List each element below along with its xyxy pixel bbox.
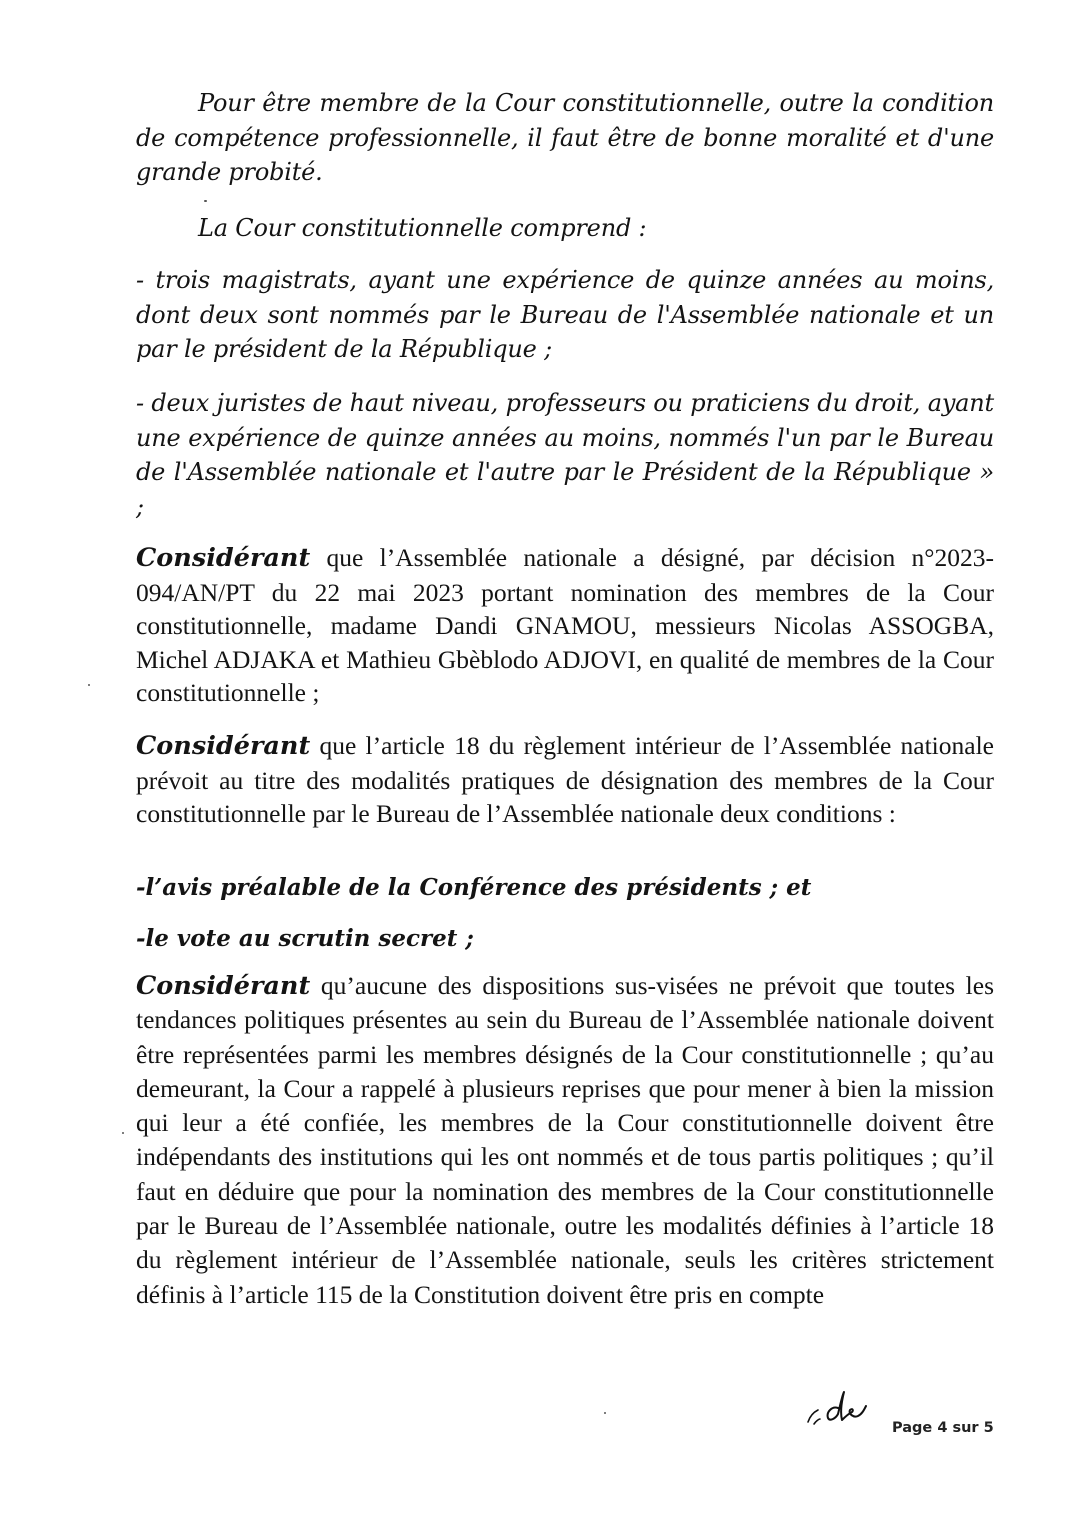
considerant-keyword: Considérant	[136, 971, 311, 1001]
page-number: Page 4 sur 5	[892, 1420, 994, 1436]
paragraph-comprend: La Cour constitutionnelle comprend :	[198, 214, 647, 242]
condition-avis: -l’avis préalable de la Conférence des présidents ; et	[136, 874, 812, 901]
scan-speck	[604, 1412, 606, 1414]
considerant-paragraph-3: Considérant qu’aucune des dispositions sus-visées ne prévoit que toutes les tendances politiques présentes au sein du Bureau de l’Assemblée nationale doivent être représentées parmi les membres désignés de la Cour constitutionnelle ; qu’au demeurant, la Cour a rappelé à plusieurs reprises que pour mener à bien la mission qui leur a été confiée, les membres de la Cour constitutionnelle doivent être indépendants des institutions qui les ont nommés et de tous partis politiques ; qu’il faut en déduire que pour la nomination des membres de la Cour constitutionnelle par le Bureau de l’Assemblée nationale, outre les modalités définies à l’article 18 du règlement intérieur de l’Assemblée nationale, seuls les critères strictement définis à l’article 115 de la Constitution doivent être pris en compte	[136, 971, 994, 1309]
list-item-magistrats: - trois magistrats, ayant une expérience de quinze années au moins, dont deux sont nommés par le Bureau de l'Assemblée nationale et un par le président de la République ;	[136, 266, 994, 363]
list-item-juristes: - deux juristes de haut niveau, professeurs ou praticiens du droit, ayant une expérience de quinze années au moins, nommés l'un par le Bureau de l'Assemblée nationale et l'autre par le Président de la République » ;	[136, 389, 994, 521]
signature-initials-icon	[806, 1388, 872, 1428]
condition-vote: -le vote au scrutin secret ;	[136, 925, 474, 952]
considerant-keyword: Considérant	[136, 543, 311, 573]
considerant-paragraph-1: Considérant que l’Assemblée nationale a désigné, par décision n°2023-094/AN/PT du 22 mai 2023 portant nomination des membres de la Cour constitutionnelle, madame Dandi GNAMOU, messieurs Nicolas ASSOGBA, Michel ADJAKA et Mathieu Gbèblodo ADJOVI, en qualité de membres de la Cour constitutionnelle ;	[136, 543, 994, 707]
paragraph-membre: Pour être membre de la Cour constitutionnelle, outre la condition de compétence professionnelle, il faut être de bonne moralité et d'une grande probité.	[136, 89, 994, 186]
scan-speck	[122, 1132, 124, 1134]
considerant-keyword: Considérant	[136, 731, 311, 761]
scan-speck	[204, 200, 207, 202]
considerant-paragraph-2: Considérant que l’article 18 du règlement intérieur de l’Assemblée nationale prévoit au titre des modalités pratiques de désignation des membres de la Cour constitutionnelle par le Bureau de l’Assemblée nationale deux conditions :	[136, 731, 994, 828]
scan-speck	[88, 684, 90, 686]
